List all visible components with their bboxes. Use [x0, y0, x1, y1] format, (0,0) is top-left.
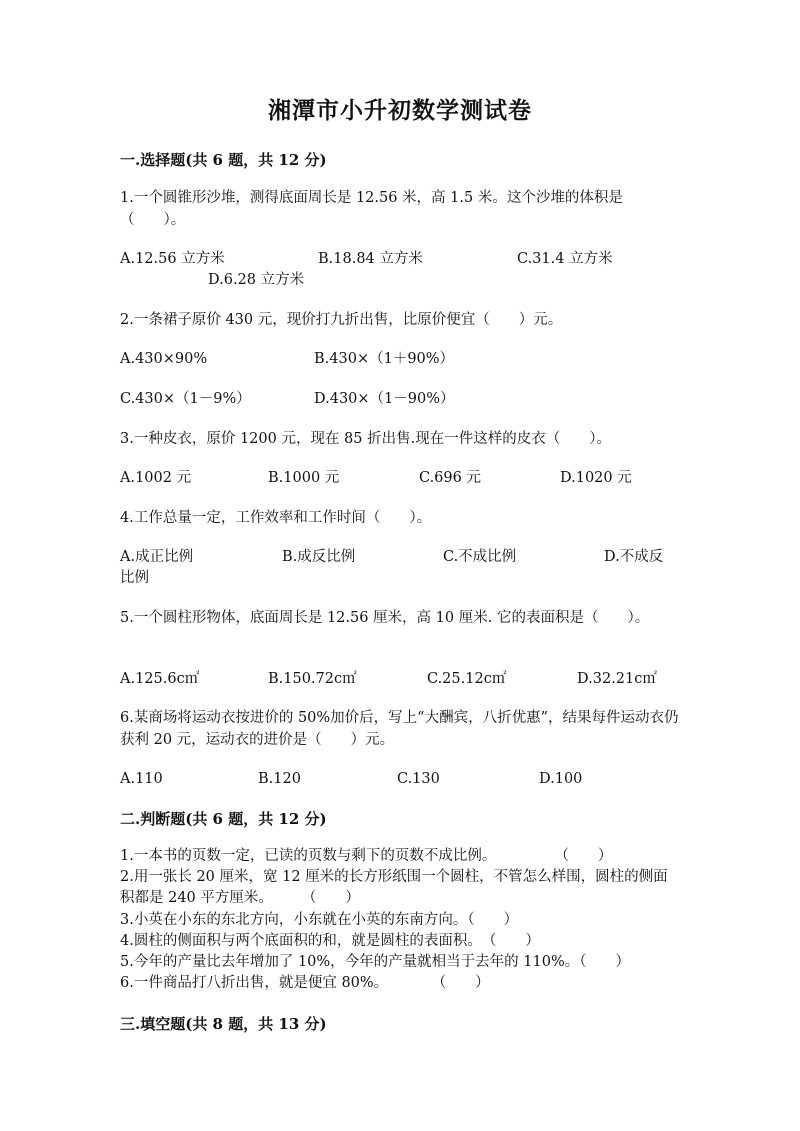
- section-heading-choice: 一.选择题(共 6 题，共 12 分): [120, 151, 327, 169]
- choice-option: A.430×90%: [120, 351, 208, 367]
- choice-option: C.25.12c㎡: [427, 671, 507, 687]
- choice-option-wrap: 比例: [120, 570, 149, 586]
- choice-option: D.不成反: [604, 549, 664, 565]
- choice-option: C.430×（1－9%）: [120, 391, 251, 407]
- choice-question-stem: 1.一个圆锥形沙堆，测得底面周长是 12.56 米，高 1.5 米。这个沙堆的体积是（ ）。: [120, 190, 623, 228]
- choice-option: B.150.72c㎡: [268, 671, 357, 687]
- page-title: 湘潭市小升初数学测试卷: [268, 97, 532, 124]
- choice-option: D.430×（1－90%）: [314, 391, 455, 407]
- judge-question: 2.用一张长 20 厘米，宽 12 厘米的长方形纸围一个圆柱，不管怎么样围，圆柱的侧面积都是 240 平方厘米。 （ ）: [120, 869, 668, 906]
- choice-question-stem: 4.工作总量一定，工作效率和工作时间（ ）。: [120, 510, 432, 526]
- judge-question: 6.一件商品打八折出售，就是便宜 80%。 （ ）: [120, 975, 490, 991]
- choice-option: A.成正比例: [120, 549, 194, 565]
- choice-question-stem: 3.一种皮衣，原价 1200 元，现在 85 折出售.现在一件这样的皮衣（ ）。: [120, 431, 611, 447]
- choice-option: D.32.21c㎡: [577, 671, 657, 687]
- choice-option: A.125.6c㎡: [120, 671, 200, 687]
- judge-question: 4.圆柱的侧面积与两个底面积的和，就是圆柱的表面积。 （ ）: [120, 933, 540, 949]
- choice-option: C.不成比例: [443, 549, 517, 565]
- section-heading-judge: 二.判断题(共 6 题，共 12 分): [120, 810, 327, 828]
- judge-question: 1.一本书的页数一定，已读的页数与剩下的页数不成比例。 （ ）: [120, 848, 613, 864]
- choice-option: C.31.4 立方米: [517, 251, 613, 267]
- choice-option: A.1002 元: [120, 470, 192, 486]
- choice-option: D.100: [539, 771, 583, 787]
- choice-option: C.696 元: [419, 470, 481, 486]
- choice-option: D.6.28 立方米: [208, 272, 305, 288]
- choice-option: A.110: [120, 771, 163, 787]
- choice-option: A.12.56 立方米: [120, 251, 225, 267]
- choice-option: C.130: [397, 771, 440, 787]
- choice-option: B.18.84 立方米: [318, 251, 423, 267]
- choice-option: B.430×（1＋90%）: [314, 351, 455, 367]
- choice-option: B.120: [258, 771, 301, 787]
- judge-question: 3.小英在小东的东北方向，小东就在小英的东南方向。（ ）: [120, 912, 519, 928]
- choice-question-stem: 2.一条裙子原价 430 元，现价打九折出售，比原价便宜（ ）元。: [120, 312, 563, 328]
- choice-option: B.成反比例: [282, 549, 356, 565]
- choice-question-stem: 5.一个圆柱形物体，底面周长是 12.56 厘米，高 10 厘米. 它的表面积是（ ）。: [120, 610, 650, 626]
- choice-option: B.1000 元: [268, 470, 340, 486]
- choice-option: D.1020 元: [560, 470, 632, 486]
- judge-question: 5.今年的产量比去年增加了 10%，今年的产量就相当于去年的 110%。（ ）: [120, 954, 630, 970]
- choice-question-stem: 6.某商场将运动衣按进价的 50%加价后，写上“大酬宾，八折优惠”，结果每件运动衣仍获利 20 元，运动衣的进价是（ ）元。: [120, 710, 679, 748]
- section-heading-fill: 三.填空题(共 8 题，共 13 分): [120, 1015, 327, 1033]
